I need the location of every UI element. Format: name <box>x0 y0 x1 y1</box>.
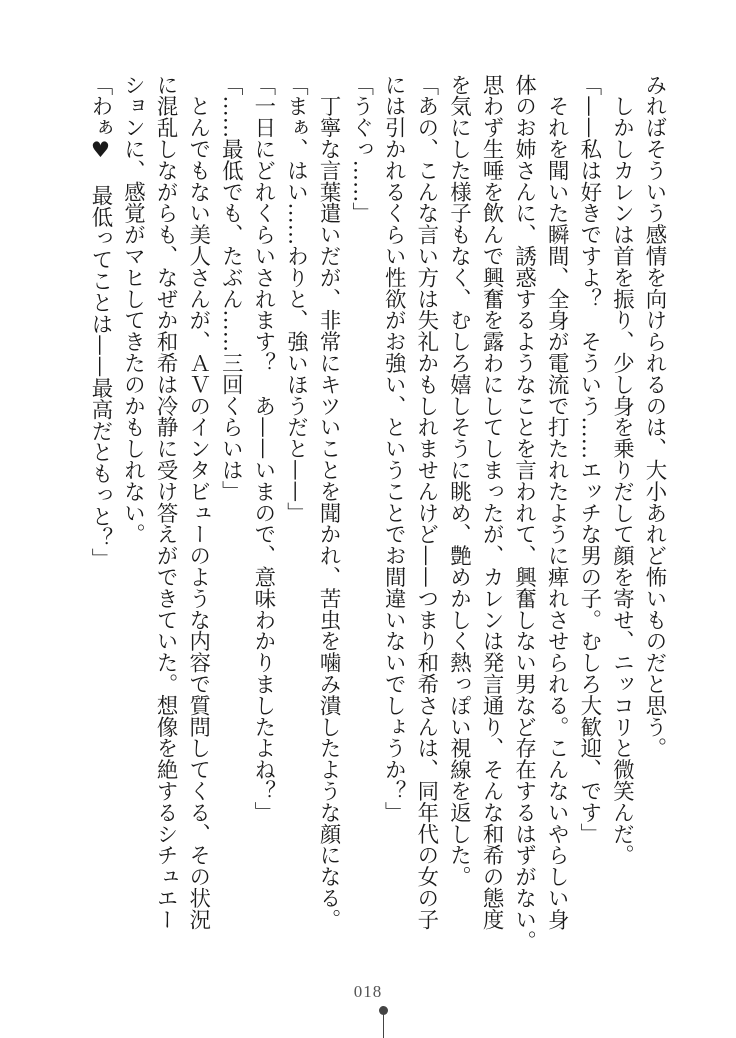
text-line: 「——私は好きですよ？ そういう……エッチな男の子。むしろ大歓迎、です」 <box>576 74 602 845</box>
text-line: 思わず生唾を飲んで興奮を露わにしてしまったが、カレンは発言通り、そんな和希の態度 <box>479 74 505 930</box>
text-line: 「あの、こんな言い方は失礼かもしれませんけど——つまり和希さんは、同年代の女の子 <box>413 74 439 930</box>
page-number: 018 <box>353 982 383 1001</box>
text-line: とんでもない美人さんが、ＡＶのインタビューのような内容で質問してくる、その状況 <box>185 74 211 930</box>
text-line: 「……最低でも、たぶん……三回くらいは」 <box>218 74 244 502</box>
text-line: には引かれるくらい性欲がお強い、ということでお間違いないでしょうか？」 <box>381 74 407 823</box>
text-line: 丁寧な言葉遣いだが、非常にキツいことを聞かれ、苦虫を噛み潰したような顔になる。 <box>316 74 342 930</box>
folio-line-ornament <box>383 1014 384 1038</box>
text-line: それを聞いた瞬間、全身が電流で打たれたように痺れさせられる。こんないやらしい身 <box>544 74 570 930</box>
text-line: みればそういう感情を向けられるのは、大小あれど怖いものだと思う。 <box>642 74 667 759</box>
text-line: 「わぁ♥ 最低ってことは——最高だともっと？」 <box>87 74 113 570</box>
body-text <box>83 74 670 952</box>
text-line: に混乱しながらも、なぜか和希は冷静に受け答えができていた。想像を絶するシチュエー <box>153 74 179 930</box>
text-line: 体のお姉さんに、誘惑するようなことを言われて、興奮しない男など存在するはずがない。 <box>511 74 537 952</box>
text-line: しかしカレンは首を振り、少し身を乗りだして顔を寄せ、ニッコリと微笑んだ。 <box>609 74 635 866</box>
text-line: 「一日にどれくらいされます？ あ——いまので、意味わかりましたよね？」 <box>250 74 276 823</box>
text-line: を気にした様子もなく、むしろ嬉しそうに眺め、艶めかしく熱っぽい視線を返した。 <box>446 74 472 888</box>
text-line: 「うぐっ……」 <box>348 74 374 224</box>
text-line: 「まぁ、はい……わりと、強いほうだと——」 <box>283 74 309 524</box>
text-line: ションに、感覚がマヒしてきたのかもしれない。 <box>120 74 146 545</box>
